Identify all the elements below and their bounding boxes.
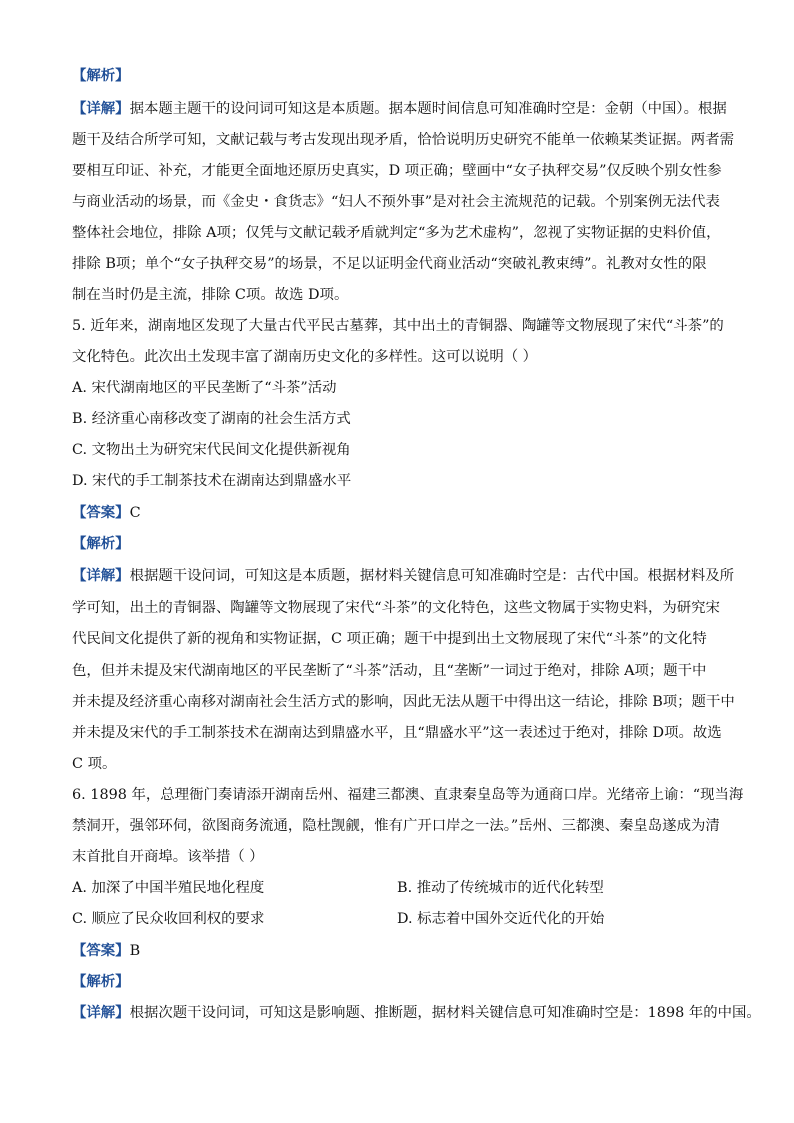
detail-paragraph-line: 排除 B项；单个“女子执秤交易”的场景，不足以证明金代商业活动“突破礼教束缚”。礼教对女性的限 <box>72 256 707 272</box>
option-c: C. 文物出土为研究宋代民间文化提供新视角 <box>72 442 351 458</box>
analysis-tag: 【解析】 <box>72 973 130 990</box>
option-b: B. 经济重心南移改变了湖南的社会生活方式 <box>72 411 351 427</box>
option-c: C. 顺应了民众收回利权的要求 <box>72 911 265 927</box>
option-d: D. 宋代的手工制茶技术在湖南达到鼎盛水平 <box>72 473 352 489</box>
option-a: A. 加深了中国半殖民地化程度 <box>72 880 265 896</box>
detail-paragraph-line: 【详解】根据次题干设问词，可知这是影响题、推断题，据材料关键信息可知准确时空是：1898 年的中国。 <box>72 1004 761 1021</box>
detail-paragraph-line: 题干及结合所学可知，文献记载与考古发现出现矛盾，恰恰说明历史研究不能单一依赖某类证据。两者需 <box>72 132 734 148</box>
detail-paragraph-line: 并未提及经济重心南移对湖南社会生活方式的影响，因此无法从题干中得出这一结论，排除 B项；题干中 <box>72 694 735 710</box>
question-stem-line: 文化特色。此次出土发现丰富了湖南历史文化的多样性。这可以说明（ ） <box>72 349 538 365</box>
option-row <box>72 909 762 929</box>
question-stem-line: 末首批自开商埠。该举措（ ） <box>72 849 264 865</box>
option-d: D. 标志着中国外交近代化的开始 <box>397 911 605 927</box>
detail-paragraph-line: 学可知，出土的青铜器、陶罐等文物展现了宋代“斗茶”的文化特色，这些文物属于实物史料，为研究宋 <box>72 600 720 616</box>
option-a: A. 宋代湖南地区的平民垄断了“斗茶”活动 <box>72 380 337 396</box>
question-stem-line: 禁洞开，强邻环伺，欲图商务流通，隐杜觊觎，惟有广开口岸之一法。”岳州、三都澳、秦皇岛遂成为清 <box>72 818 720 834</box>
question-stem-line: 6. 1898 年，总理衙门奏请添开湖南岳州、福建三都澳、直隶秦皇岛等为通商口岸。光绪帝上谕：“现当海 <box>72 787 744 803</box>
question-stem-line: 5. 近年来，湖南地区发现了大量古代平民古墓葬，其中出土的青铜器、陶罐等文物展现了宋代“斗茶”的 <box>72 318 724 334</box>
answer-line: 【答案】B <box>72 942 141 959</box>
detail-paragraph-line: 要相互印证、补充，才能更全面地还原历史真实，D 项正确；壁画中“女子执秤交易”仅反映个别女性参 <box>72 163 722 179</box>
detail-paragraph-line: 与商业活动的场景，而《金史・食货志》“妇人不预外事”是对社会主流规范的记载。个别案例无法代表 <box>72 194 720 210</box>
detail-paragraph-line: 并未提及宋代的手工制茶技术在湖南达到鼎盛水平，且“鼎盛水平”这一表述过于绝对，排除 D项。故选 <box>72 725 722 741</box>
detail-paragraph-line: 制在当时仍是主流，排除 C项。故选 D项。 <box>72 287 349 303</box>
detail-paragraph-line: 色，但并未提及宋代湖南地区的平民垄断了“斗茶”活动，且“垄断”一词过于绝对，排除 A项；题干中 <box>72 663 707 679</box>
option-b: B. 推动了传统城市的近代化转型 <box>397 880 604 896</box>
detail-paragraph-line: C 项。 <box>72 756 117 772</box>
analysis-tag: 【解析】 <box>72 67 130 84</box>
detail-paragraph-line: 代民间文化提供了新的视角和实物证据，C 项正确；题干中提到出土文物展现了宋代“斗茶”的文化特 <box>72 631 707 647</box>
option-row <box>72 878 762 898</box>
detail-paragraph-line: 整体社会地位，排除 A项；仅凭与文献记载矛盾就判定“多为艺术虚构”，忽视了实物证据的史料价值， <box>72 225 721 241</box>
detail-paragraph-line: 【详解】根据题干设问词，可知这是本质题，据材料关键信息可知准确时空是：古代中国。根据材料及所 <box>72 567 734 584</box>
answer-line: 【答案】C <box>72 504 141 521</box>
detail-paragraph-line: 【详解】据本题主题干的设问词可知这是本质题。据本题时间信息可知准确时空是：金朝（中国）。根据 <box>72 100 727 117</box>
analysis-tag: 【解析】 <box>72 535 130 552</box>
